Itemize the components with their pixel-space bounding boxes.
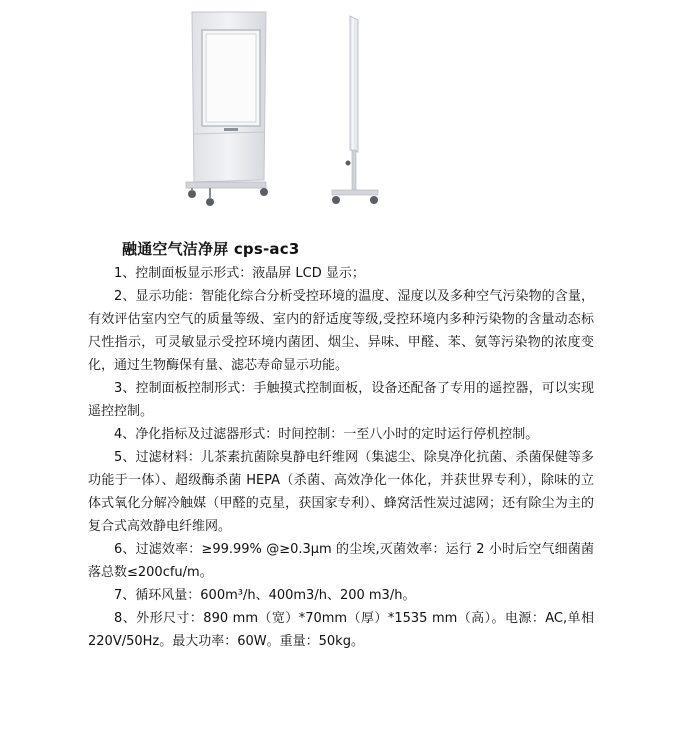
spec-item-7: 7、循环风量：600m³/h、400m3/h、200 m3/h。 <box>114 588 416 603</box>
product-title: 融通空气洁净屏 cps-ac3 <box>122 240 300 258</box>
spec-item-6: 6、过滤效率：≥99.99% @≥0.3μm 的尘埃,灭菌效率：运行 2 小时后空气细菌菌落总数≤200cfu/m。 <box>88 542 594 580</box>
spec-text <box>88 262 594 653</box>
purifier-front-image <box>180 10 270 210</box>
spec-item-8: 8、外形尺寸：890 mm（宽）*70mm（厚）*1535 mm（高）。电源：AC,单相220V/50Hz。最大功率：60W。重量：50kg。 <box>88 611 594 649</box>
purifier-side-image <box>330 14 380 208</box>
spec-item-1: 1、控制面板显示形式：液晶屏 LCD 显示； <box>114 266 365 281</box>
spec-item-5: 5、过滤材料：儿茶素抗菌除臭静电纤维网（集滤尘、除臭净化抗菌、杀菌保健等多功能于一体）、超级酶杀菌 HEPA（杀菌、高效净化一体化，并获世界专利），除味的立体式氧化分解冷触媒（甲醛的克星，获国家专利）、蜂窝活性炭过滤网；还有除尘为主的复合式高效静电纤维网。 <box>88 450 594 534</box>
spec-item-2: 2、显示功能：智能化综合分析受控环境的温度、湿度以及多种空气污染物的含量，有效评估室内空气的质量等级、室内的舒适度等级,受控环境内多种污染物的含量动态标尺性指示，可灵敏显示受控环境内菌团、烟尘、异味、甲醛、苯、氨等污染物的浓度变化，通过生物酶保有量、滤芯寿命显示功能。 <box>88 289 594 373</box>
spec-item-3: 3、控制面板控制形式：手触摸式控制面板，设备还配备了专用的遥控器，可以实现遥控控制。 <box>88 381 594 419</box>
spec-item-4: 4、净化指标及过滤器形式：时间控制：一至八小时的定时运行停机控制。 <box>114 427 539 442</box>
